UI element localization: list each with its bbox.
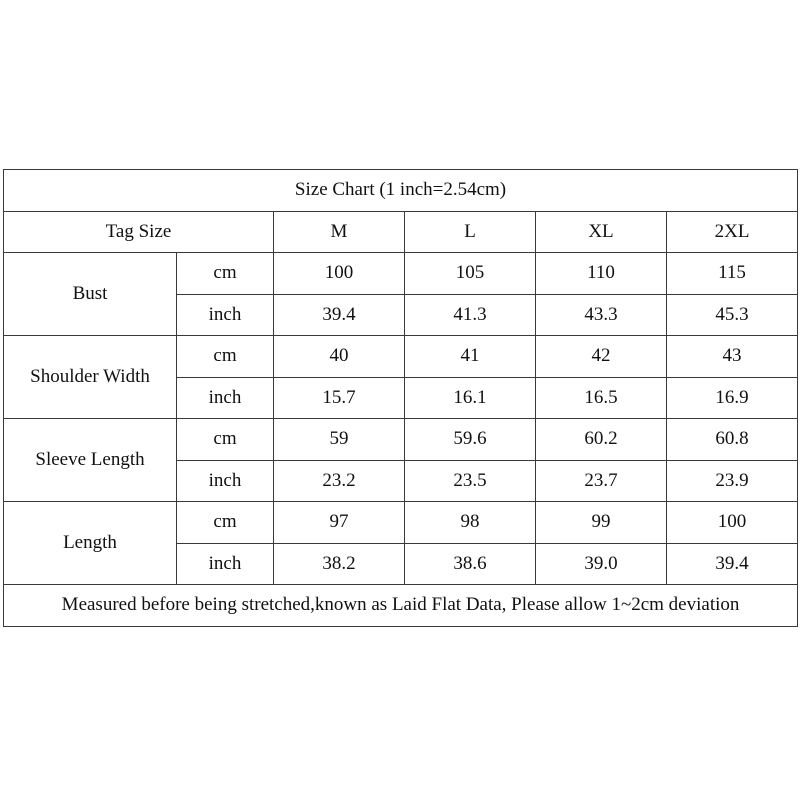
value-cell: 16.9 — [667, 377, 798, 419]
value-cell: 99 — [536, 502, 667, 544]
value-cell: 39.4 — [667, 543, 798, 585]
size-chart-table — [3, 169, 798, 627]
value-cell: 23.2 — [274, 460, 405, 502]
value-cell: 16.5 — [536, 377, 667, 419]
value-cell: 105 — [405, 253, 536, 295]
value-cell: 39.4 — [274, 294, 405, 336]
value-cell: 60.2 — [536, 419, 667, 461]
value-cell: 23.5 — [405, 460, 536, 502]
value-cell: 98 — [405, 502, 536, 544]
value-cell: 59.6 — [405, 419, 536, 461]
unit-cell: cm — [177, 419, 274, 461]
measure-label-shoulder-width: Shoulder Width — [4, 336, 177, 419]
value-cell: 110 — [536, 253, 667, 295]
unit-cell: inch — [177, 543, 274, 585]
table-row — [4, 502, 798, 544]
size-header-2xl: 2XL — [667, 211, 798, 253]
unit-cell: cm — [177, 502, 274, 544]
footer-row — [4, 585, 798, 627]
tag-size-header: Tag Size — [4, 211, 274, 253]
value-cell: 39.0 — [536, 543, 667, 585]
size-header-l: L — [405, 211, 536, 253]
value-cell: 38.2 — [274, 543, 405, 585]
title-row — [4, 170, 798, 212]
size-header-m: M — [274, 211, 405, 253]
value-cell: 43.3 — [536, 294, 667, 336]
value-cell: 41 — [405, 336, 536, 378]
unit-cell: cm — [177, 336, 274, 378]
value-cell: 115 — [667, 253, 798, 295]
value-cell: 59 — [274, 419, 405, 461]
measure-label-bust: Bust — [4, 253, 177, 336]
value-cell: 100 — [274, 253, 405, 295]
footer-note: Measured before being stretched,known as Laid Flat Data, Please allow 1~2cm deviation — [4, 585, 798, 627]
header-row — [4, 211, 798, 253]
chart-title: Size Chart (1 inch=2.54cm) — [4, 170, 798, 212]
unit-cell: cm — [177, 253, 274, 295]
value-cell: 100 — [667, 502, 798, 544]
unit-cell: inch — [177, 377, 274, 419]
value-cell: 23.9 — [667, 460, 798, 502]
table-row — [4, 336, 798, 378]
value-cell: 45.3 — [667, 294, 798, 336]
table-row — [4, 419, 798, 461]
value-cell: 15.7 — [274, 377, 405, 419]
unit-cell: inch — [177, 460, 274, 502]
measure-label-sleeve-length: Sleeve Length — [4, 419, 177, 502]
value-cell: 60.8 — [667, 419, 798, 461]
table-row — [4, 253, 798, 295]
value-cell: 41.3 — [405, 294, 536, 336]
value-cell: 43 — [667, 336, 798, 378]
value-cell: 23.7 — [536, 460, 667, 502]
value-cell: 38.6 — [405, 543, 536, 585]
value-cell: 16.1 — [405, 377, 536, 419]
value-cell: 97 — [274, 502, 405, 544]
size-header-xl: XL — [536, 211, 667, 253]
unit-cell: inch — [177, 294, 274, 336]
value-cell: 42 — [536, 336, 667, 378]
value-cell: 40 — [274, 336, 405, 378]
measure-label-length: Length — [4, 502, 177, 585]
